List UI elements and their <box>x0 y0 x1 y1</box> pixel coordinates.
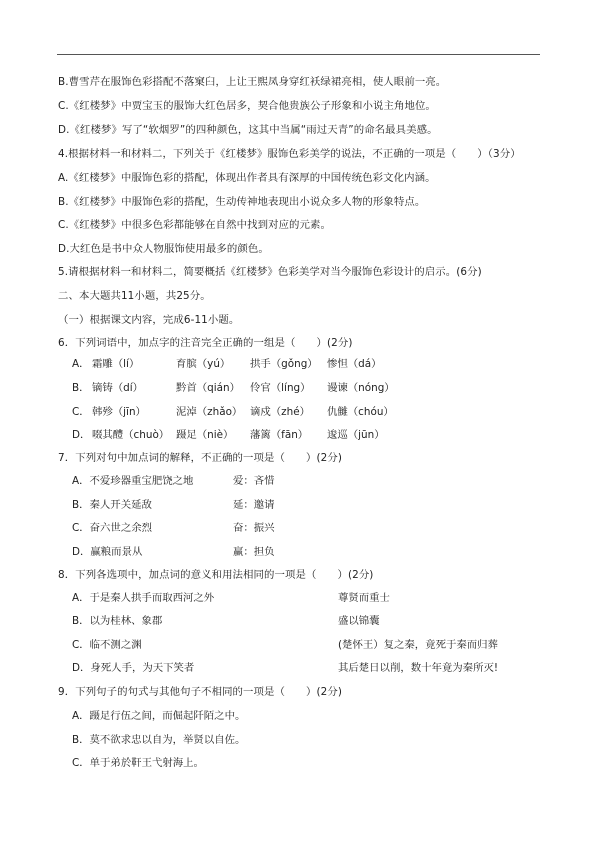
question-5: 5.请根据材料一和材料二，简要概括《红楼梦》色彩美学对当今服饰色彩设计的启示。(6分) <box>58 266 482 278</box>
q7-d-phrase: D．赢粮而景从 <box>72 546 143 558</box>
question-7: 7．下列对句中加点词的解释，不正确的一项是（ ）(2分) <box>58 452 342 464</box>
header-rule <box>57 54 540 55</box>
q6-a-2: 育膑（yú） <box>176 358 231 370</box>
q7-c-gloss: 奋：振兴 <box>233 522 275 534</box>
option-4a: A.《红楼梦》中服饰色彩的搭配，体现出作者具有深厚的中国传统色彩文化内涵。 <box>58 172 436 184</box>
q7-c-phrase: C．奋六世之余烈 <box>72 522 152 534</box>
q6-c-3: 谪戍（zhé） <box>250 406 310 418</box>
q8-d-left: D．身死人手，为天下笑者 <box>72 662 195 674</box>
q6-d-2: 蹑足（niè） <box>176 429 234 441</box>
q9-option-b: B．莫不欲求忠以自为，举贤以自佐。 <box>72 734 246 746</box>
q8-b-right: 盛以锦囊 <box>338 615 380 627</box>
question-8: 8．下列各选项中，加点词的意义和用法相同的一项是（ ）(2分) <box>58 569 374 581</box>
q7-b-gloss: 延：邀请 <box>233 499 275 511</box>
question-6: 6．下列词语中，加点字的注音完全正确的一组是（ ）(2分) <box>58 337 353 349</box>
q6-d-4: 逡巡（jūn） <box>327 429 385 441</box>
q6-a-1: 霜雕（lí） <box>92 358 140 370</box>
q8-d-right: 其后楚日以削，数十年竟为秦所灭! <box>338 662 499 674</box>
q7-a-gloss: 爱：吝惜 <box>233 475 275 487</box>
q6-c-1: 韩殄（jīn） <box>92 406 146 418</box>
q6-d-3: 藩篱（fān） <box>250 429 309 441</box>
q6-c-4: 仇雠（chóu） <box>327 406 394 418</box>
option-3c: C.《红楼梦》中贾宝玉的服饰大红色居多，契合他贵族公子形象和小说主角地位。 <box>58 100 436 112</box>
option-3b: B.曹雪芹在服饰色彩搭配不落窠臼，上让王熙凤身穿红袄绿裙亮相，使人眼前一亮。 <box>58 76 447 88</box>
q8-c-right: (楚怀王）复之秦，竟死于秦而归葬 <box>338 639 498 651</box>
q6-c-letter: C． <box>72 406 90 418</box>
q6-d-letter: D． <box>72 429 91 441</box>
q7-a-phrase: A．不爱珍器重宝肥饶之地 <box>72 475 194 487</box>
q7-b-phrase: B．秦人开关延敌 <box>72 499 152 511</box>
q6-b-2: 黔首（qián） <box>176 382 240 394</box>
option-4c: C.《红楼梦》中很多色彩都能够在自然中找到对应的元素。 <box>58 219 332 231</box>
question-9: 9．下列句子的句式与其他句子不相同的一项是（ ）(2分) <box>58 686 342 698</box>
q8-b-left: B．以为桂林、象郡 <box>72 615 163 627</box>
q6-b-4: 谩谏（nóng） <box>327 382 395 394</box>
q6-a-4: 惨怛（dá） <box>327 358 382 370</box>
section-heading: 二、本大题共11小题，共25分。 <box>58 290 211 302</box>
q6-a-letter: A． <box>72 358 90 370</box>
q8-a-left: A．于是秦人拱手而取西河之外 <box>72 592 215 604</box>
option-3d: D.《红楼梦》写了“软烟罗”的四种颜色，这其中当属“雨过天青”的命名最具美感。 <box>58 124 438 136</box>
q9-option-c: C．单于弟於靬王弋射海上。 <box>72 757 204 769</box>
q6-a-3: 拱手（gǒng） <box>250 358 318 370</box>
option-4d: D.大红色是书中众人物服饰使用最多的颜色。 <box>58 243 269 255</box>
q8-a-right: 尊贤而重士 <box>338 592 390 604</box>
q7-d-gloss: 赢：担负 <box>233 546 275 558</box>
q6-b-3: 伶官（líng） <box>250 382 311 394</box>
subsection-heading: （一）根据课文内容，完成6-11小题。 <box>58 314 240 326</box>
option-4b: B.《红楼梦》中服饰色彩的搭配，生动传神地表现出小说众多人物的形象特点。 <box>58 196 426 208</box>
q6-c-2: 泥淖（zhǎo） <box>176 406 243 418</box>
q6-b-letter: B． <box>72 382 90 394</box>
q6-b-1: 镝铸（dí） <box>92 382 144 394</box>
question-4: 4.根据材料一和材料二，下列关于《红楼梦》服饰色彩美学的说法，不正确的一项是（ ）（3分） <box>58 148 521 160</box>
q9-option-a: A．蹑足行伍之间，而倔起阡陌之中。 <box>72 710 246 722</box>
q6-d-1: 啜其醴（chuò） <box>92 429 170 441</box>
q8-c-left: C．临不测之渊 <box>72 639 142 651</box>
